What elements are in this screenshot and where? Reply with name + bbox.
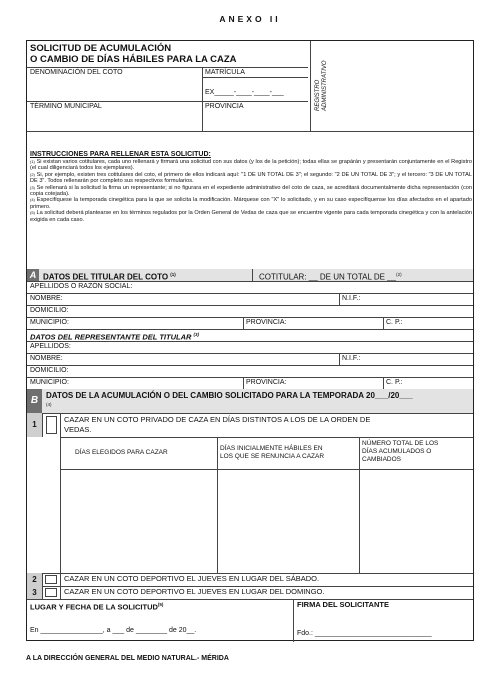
days-renounced-header-2: LOS QUE SE RENUNCIA A CAZAR [220, 453, 325, 460]
option-1-text-line1: CAZAR EN UN COTO PRIVADO DE CAZA EN DÍAS DISTINTOS A LOS DE LA ORDEN DE [64, 415, 371, 424]
section-b-title: DATOS DE LA ACUMULACIÓN O DEL CAMBIO SOLICITADO PARA LA TEMPORADA 20___/20___ [46, 391, 413, 400]
termino-municipal-label: TÉRMINO MUNICIPAL [30, 103, 102, 110]
rep-nif-field[interactable]: N.I.F.: [342, 355, 361, 362]
municipio-field[interactable]: MUNICIPIO: [30, 319, 69, 326]
section-b-marker: B [27, 389, 42, 413]
matricula-field[interactable]: EX_____-____-____-___ [205, 89, 284, 96]
option-2-text: CAZAR EN UN COTO DEPORTIVO EL JUEVES EN LUGAR DEL SÁBADO. [64, 574, 320, 583]
provincia-label: PROVINCIA [205, 103, 244, 110]
rep-domicilio-field[interactable]: DOMICILIO: [30, 367, 69, 374]
section-a-title: DATOS DEL TITULAR DEL COTO $^{(1)}$ [43, 272, 176, 282]
total-days-header-2: DÍAS ACUMULADOS O [362, 448, 432, 455]
rep-provincia-field[interactable]: PROVINCIA: [246, 379, 287, 386]
matricula-label: MATRÍCULA [205, 69, 245, 76]
addressee-footer: A LA DIRECCIÓN GENERAL DEL MEDIO NATURAL.- MÉRIDA [26, 655, 229, 662]
coto-name-label: DENOMINACIÓN DEL COTO [30, 69, 123, 76]
place-date-field[interactable]: En ________________, a ___ de ________ de 20__. [30, 627, 197, 634]
days-renounced-header-1: DÍAS INICIALMENTE HÁBILES EN [220, 445, 323, 452]
section-a-marker: A [27, 269, 39, 281]
nif-field[interactable]: N.I.F.: [342, 295, 361, 302]
instruction-1: Si existan varios cotitulares, cada uno rellenará y firmará una solicitud con sus datos (y los de la petición); todas ellas se grapárán y presentarán conjuntamente en el Registro (el cual diligenciará todos los ejemplares). [30, 159, 472, 172]
option-3-checkbox[interactable] [45, 588, 57, 597]
rep-apellidos-field[interactable]: APELLIDOS: [30, 343, 71, 350]
option-1-text-line2: VEDAS. [64, 425, 92, 434]
option-1-checkbox[interactable] [46, 416, 57, 434]
signature-field[interactable]: Fdo.: ______________________________ [297, 630, 432, 637]
option-3-text: CAZAR EN UN COTO DEPORTIVO EL JUEVES EN LUGAR DEL DOMINGO. [64, 587, 325, 596]
instructions: INSTRUCCIONES PARA RELLENAR ESTA SOLICITUD: $^{(1)}$ Si existan varios cotitulares, cada uno rellenará y firmará una solicitud con sus datos (y los de la petición); todas ellas se grapárán y presentarán conjuntamente en el Registro (el cual diligenciará todos los ejemplares). $^{(2)}$ Si, por ejemplo, existen tres cotitulares del coto, el primero de ellos indicará aquí: "1 DE UN TOTAL DE 3"; el segundo: "2 DE UN TOTAL DE 3"; y el tercero: "3 DE UN TOTAL DE 3". Todos rellenarán por completo sus respectivos formularios. $^{(3)}$ Se rellenará si la solicitud la firma un representante; si no figurara en el expediente administrativo del coto de caza, se acreditará documentalmente dicha representación (con copia cotejada). $^{(4)}$ Especifíquese la temporada cinegética para la que se solicita la modificación. Márquese con "X" lo solicitado, y en su caso especifíquense los días afectados en el apartado primero. $^{(5)}$ La solicitud deberá plantearse en los términos regulados por la Orden General de Vedas de caza que se encuentre vigente para cada temporada cinegética y con la antelación exigida en cada caso. [30, 151, 473, 223]
apellidos-razon-social-field[interactable]: APELLIDOS O RAZÓN SOCIAL: [30, 283, 133, 290]
rep-cp-field[interactable]: C. P.: [386, 379, 403, 386]
registro-administrativo-box [315, 60, 329, 111]
total-days-header-1: NÚMERO TOTAL DE LOS [362, 440, 439, 447]
total-days-cell[interactable] [360, 470, 473, 572]
days-chosen-cell[interactable] [61, 470, 216, 572]
days-renounced-cell[interactable] [218, 470, 358, 572]
request-form [26, 40, 474, 641]
instruction-5: La solicitud deberá plantearse en los términos regulados por la Orden General de Vedas de caza que se encuentre vigente para cada temporada cinegética y con la antelación exigida en cada caso. [30, 210, 472, 223]
instructions-heading: INSTRUCCIONES PARA RELLENAR ESTA SOLICITUD: [30, 151, 211, 158]
option-1-number: 1 [27, 413, 42, 437]
instruction-2: Si, por ejemplo, existen tres cotitulares del coto, el primero de ellos indicará aquí: "1 DE UN TOTAL DE 3"; el segundo: "2 DE UN TOTAL DE 3"; y el tercero: "3 DE UN TOTAL DE 3". Todos rellenarán por completo sus respectivos formularios. [30, 171, 473, 185]
form-title-line2: O CAMBIO DE DÍAS HÁBILES PARA LA CAZA [30, 54, 237, 65]
days-chosen-header: DÍAS ELEGIDOS PARA CAZAR [75, 449, 168, 456]
representante-title: DATOS DEL REPRESENTANTE DEL TITULAR $^{(3)}$ [30, 332, 199, 342]
rep-municipio-field[interactable]: MUNICIPIO: [30, 379, 69, 386]
place-date-label: LUGAR Y FECHA DE LA SOLICITUD$^{(5)}$ [30, 602, 164, 612]
option-2-checkbox[interactable] [45, 575, 57, 584]
instruction-4: Especifíquese la temporada cinegética para la que se solicita la modificación. Márquese con "X" lo solicitado, y en su caso especifíquense los días afectados en el apartado primero. [30, 197, 472, 210]
rep-nombre-field[interactable]: NOMBRE: [30, 355, 63, 362]
cp-field[interactable]: C. P.: [386, 319, 403, 326]
provincia-field[interactable]: PROVINCIA: [246, 319, 287, 326]
nombre-field[interactable]: NOMBRE: [30, 295, 63, 302]
signature-label: FIRMA DEL SOLICITANTE [297, 600, 389, 609]
form-title-line1: SOLICITUD DE ACUMULACIÓN [30, 43, 172, 54]
option-2-number: 2 [27, 573, 42, 586]
domicilio-field[interactable]: DOMICILIO: [30, 307, 69, 314]
annex-heading: ANEXO II [219, 14, 281, 24]
instruction-3: Se rellenará si la solicitud la firma un representante; si no figurara en el expediente administrativo del coto de caza, se acreditará documentalmente dicha representación (con copia cotejada). [30, 184, 472, 198]
registro-label-1: REGISTRO [315, 79, 321, 111]
registro-label-2: ADMINISTRATIVO [322, 60, 328, 111]
option-3-number: 3 [27, 586, 42, 599]
section-b-footnote-ref: (4) [46, 402, 52, 407]
total-days-header-3: CAMBIADOS [362, 456, 402, 463]
cotitular-field[interactable]: COTITULAR: __ DE UN TOTAL DE __$^{(2)}$ [259, 272, 402, 282]
